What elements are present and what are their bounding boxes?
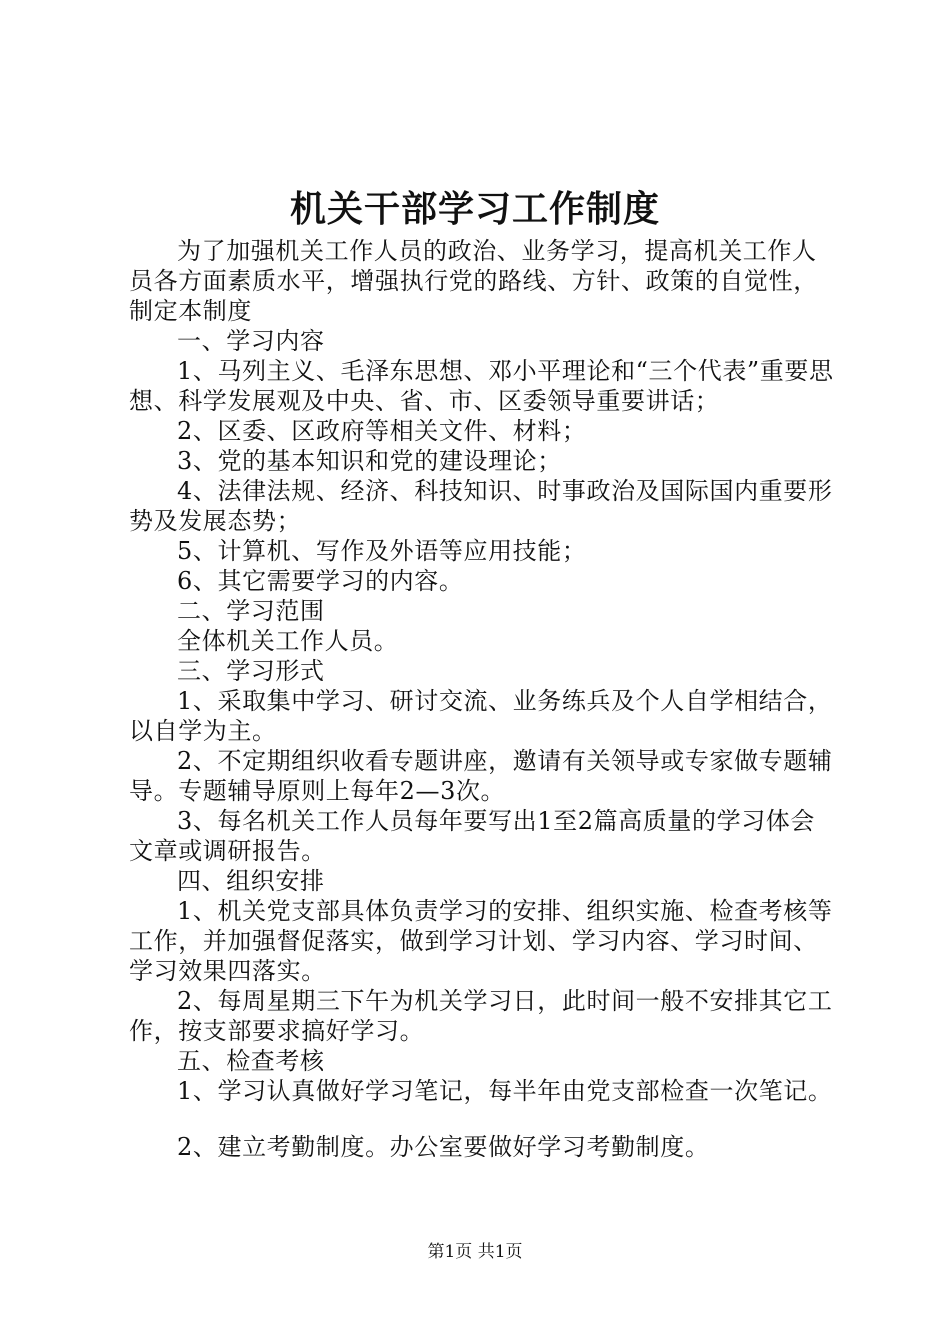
page-footer: 第1页 共1页	[427, 1242, 523, 1262]
scope-text: 全体机关工作人员。	[177, 627, 399, 655]
section-heading-content: 一、学习内容	[177, 327, 325, 355]
form-item-2: 2、不定期组织收看专题讲座，邀请有关领导或专家做专题辅导。专题辅导原则上每年2—3次。	[129, 747, 833, 805]
content-item-6: 6、其它需要学习的内容。	[177, 567, 464, 595]
section-heading-inspection: 五、检查考核	[177, 1047, 325, 1075]
content-item-1: 1、马列主义、毛泽东思想、邓小平理论和“三个代表”重要思想、科学发展观及中央、省、市、区委领导重要讲话；	[129, 357, 834, 415]
section-heading-scope: 二、学习范围	[177, 597, 325, 625]
content-item-2: 2、区委、区政府等相关文件、材料；	[177, 417, 587, 445]
section-heading-form: 三、学习形式	[177, 657, 325, 685]
intro-paragraph: 为了加强机关工作人员的政治、业务学习，提高机关工作人员各方面素质水平，增强执行党的路线、方针、政策的自觉性，制定本制度	[129, 237, 818, 325]
form-item-3: 3、每名机关工作人员每年要写出1至2篇高质量的学习体会文章或调研报告。	[129, 807, 816, 865]
content-item-3: 3、党的基本知识和党的建设理论；	[177, 447, 562, 475]
organization-item-1: 1、机关党支部具体负责学习的安排、组织实施、检查考核等工作，并加强督促落实，做到学习计划、学习内容、学习时间、学习效果四落实。	[129, 897, 833, 985]
organization-item-2: 2、每周星期三下午为机关学习日，此时间一般不安排其它工作，按支部要求搞好学习。	[129, 987, 833, 1045]
inspection-item-2: 2、建立考勤制度。办公室要做好学习考勤制度。	[177, 1133, 710, 1161]
inspection-item-1: 1、学习认真做好学习笔记，每半年由党支部检查一次笔记。	[177, 1077, 833, 1105]
section-heading-organization: 四、组织安排	[177, 867, 325, 895]
document-body	[129, 236, 834, 1162]
form-item-1: 1、采取集中学习、研讨交流、业务练兵及个人自学相结合，以自学为主。	[129, 687, 833, 745]
document-title: 机关干部学习工作制度	[289, 188, 660, 230]
content-item-5: 5、计算机、写作及外语等应用技能；	[177, 537, 587, 565]
content-item-4: 4、法律法规、经济、科技知识、时事政治及国际国内重要形势及发展态势；	[129, 477, 833, 535]
